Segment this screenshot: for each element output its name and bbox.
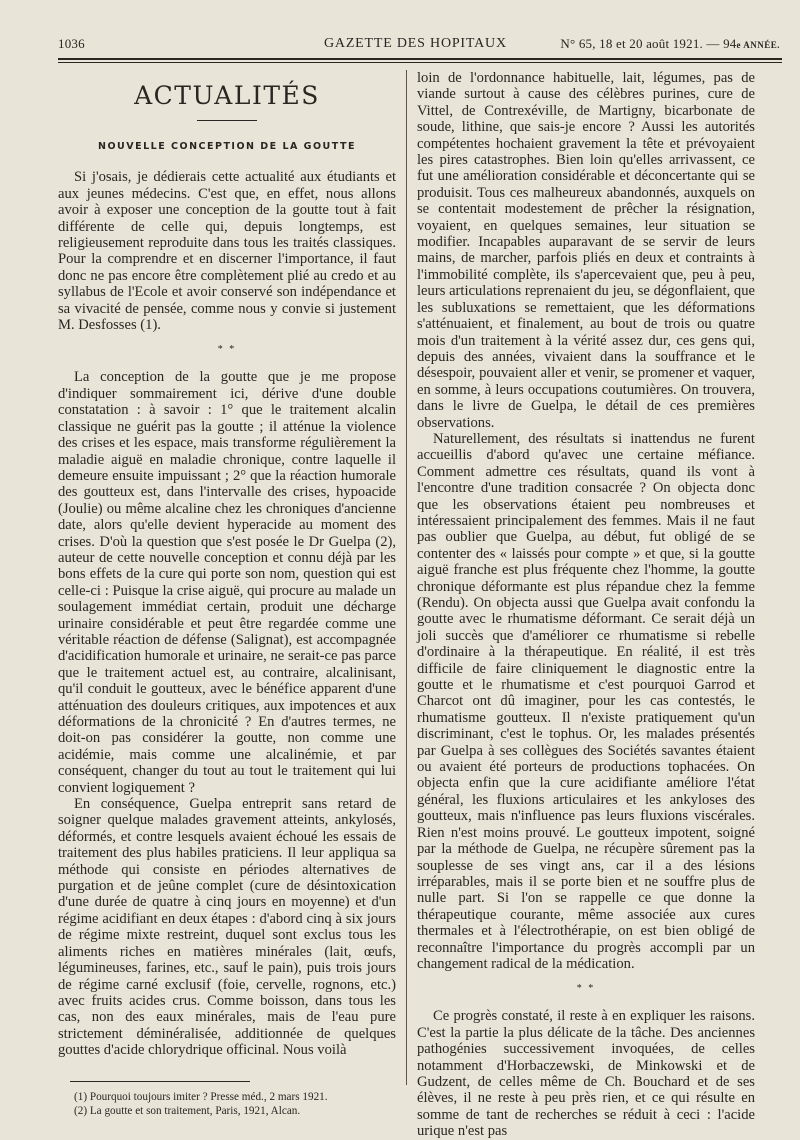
header-rule <box>58 58 782 60</box>
left-column <box>58 70 396 1118</box>
right-column <box>417 70 755 1140</box>
annee-text: e ANNÉE. <box>736 40 780 50</box>
footnote-rule <box>70 1081 250 1082</box>
title-rule <box>197 120 257 121</box>
column-divider <box>406 70 407 1085</box>
footnote: (2) La goutte et son traitement, Paris, 1921, Alcan. <box>74 1104 301 1117</box>
section-asterism: * * <box>217 344 237 356</box>
paragraph: Naturellement, des résultats si inattendus ne furent accueillis d'abord qu'avec une certaine méfiance. Comment admettre ces résultats, quand ils vont à l'encontre d'une tradition consacrée ? On objecta donc que les observations étaient peu nombreuses et intéressaient principalement des femmes. Mais il ne faut pas oublier que Guelpa, au début, fut obligé de se contenter des « laissés pour compte » et que, si la goutte aiguë franche est plus fréquente chez l'homme, la goutte chronique déformante est plus répandue chez la femme (Rendu). On objecta aussi que Guelpa avait confondu la goutte avec le rhumatisme déformant. Ce serait déjà un joli succès que d'améliorer ce rhumatisme si rebelle d'ordinaire à la thérapeutique. En réalité, il est très difficile de faire cliniquement le diagnostic entre la goutte et le rhumatisme et c'est pourquoi Garrod et Charcot ont dû imaginer, pour les cas contestés, le rhumatisme goutteux. Il n'existe pratiquement qu'un discriminant, c'est le tophus. Or, les malades présentés par Guelpa à ses collègues des Sociétés savantes étaient ou avaient été porteurs de productions tophacées. On objecta enfin que la cure acidifiante améliore l'état général, les fluxions articulaires et les ankyloses des goutteux, mais n'influence pas leurs fluxions viscérales. Rien n'est moins prouvé. Le goutteux impotent, soigné par la méthode de Guelpa, ne récupère sûrement pas la souplesse de ses vingt ans, car il a des lésions irréparables, mais il se porte bien et ne souffre plus de nulle part. Si l'on se rappelle ce que donne la thérapeutique courante, même associée aux cures thermales et à l'électrothérapie, on est bien obligé de reconnaître l'importance du progrès accompli par un changement radical de la médication. <box>417 430 755 972</box>
paragraph: En conséquence, Guelpa entreprit sans retard de soigner quelque malades gravement atteints, ankylosés, déformés, et contre lesquels avaient échoué les essais de traitement des plus habiles praticiens. Il leur appliqua sa méthode qui consiste en périodes alternatives de purgation et de jeûne complet (cure de désintoxication d'une durée de quatre à cinq jours en moyenne) et d'un régime acidifiant en deux étapes : d'abord cinq à six jours de régime mixte restreint, duquel sont exclus tous les aliments riches en matières minérales (lait, œufs, légumineuses, farines, etc., sauf le pain), puis trois jours de régime carné exclusif (foie, cervelle, rognons, etc.) avec fruits acides crus. Comme boisson, dans tous les cas, non des eaux minérales, mais de l'eau pure strictement déminéralisée, additionnée de quelques gouttes d'acide chlorydrique officinal. Nous voilà <box>58 796 396 1059</box>
article-title: ACTUALITÉS <box>134 81 320 110</box>
paragraph: Ce progrès constaté, il reste à en expliquer les raisons. C'est la partie la plus délicate de la tâche. Des anciennes pathogénies successivement invoquées, de celles notamment d'Horbaczewski, de Minkowski et de Gudzent, de celles même de Ch. Bouchard et de ses élèves, il ne reste à peu près rien, et ce qui résulte en somme de tant de recherches se réduit à ceci : l'acide urique n'est pas <box>417 1008 755 1140</box>
page-number: 1036 <box>58 36 85 51</box>
section-asterism: * * <box>576 983 596 995</box>
article-subtitle: NOUVELLE CONCEPTION DE LA GOUTTE <box>98 141 356 152</box>
journal-name: GAZETTE DES HOPITAUX <box>324 36 507 51</box>
issue-line <box>560 36 780 52</box>
running-header <box>58 34 780 56</box>
issue-text: N° 65, 18 et 20 août 1921. — 94 <box>560 36 737 51</box>
footnote: (1) Pourquoi toujours imiter ? Presse méd., 2 mars 1921. <box>74 1090 328 1103</box>
paragraph: loin de l'ordonnance habituelle, lait, légumes, pas de viande surtout à cause des célèbres purines, cure de Vittel, de Contrexéville, de Martigny, bicarbonate de soude, lithine, que sais-je encore ? Aussi les autorités compétentes hochaient gravement la tête et prévoyaient les pires catastrophes. Bien loin qu'elles arrivassent, ce fut une amélioration considérable et déconcertante qui se produisit. Tous ces malheureux abandonnés, auxquels on se contentait modestement de prêcher la résignation, voyaient, en quelques semaines, leur situation se modifier. Incapables auparavant de se servir de leurs mains, de marcher, parfois pliés en deux et contraints à l'immobilité complète, ils s'apercevaient que, peu à peu, leurs articulations reprenaient du jeu, se dégonflaient, que les subluxations se remettaient, que les déformations s'atténuaient, et finalement, au bout de trois ou quatre mois d'un traitement à la vérité assez dur, ces gens qui, depuis des années, vivaient dans la souffrance et le désespoir, pouvaient aller et venir, se promener et vaquer, en somme, à leurs occupations coutumières. On trouvera, dans le livre de Guelpa, le détail de ces premières observations. <box>417 70 755 431</box>
header-rule-thin <box>58 62 782 63</box>
paragraph: Si j'osais, je dédierais cette actualité aux étudiants et aux jeunes médecins. C'est que, en effet, nous allons avoir à exposer une conception de la goutte tout à fait différente de celle qui, depuis longtemps, est religieusement reproduite dans tous les traités classiques. Pour la comprendre et en discerner l'importance, il faut donc ne pas encore être complètement plié au credo et au syllabus de l'Ecole et avoir conservé son indépendance et sa vivacité de pensée, comme nous y convie si justement M. Desfosses (1). <box>58 169 396 334</box>
paragraph: La conception de la goutte que je me propose d'indiquer sommairement ici, dérive d'une double constatation : à savoir : 1° que le traitement alcalin classique ne guérit pas la goutte ; il atténue la violence des crises et les espace, mais transforme régulièrement la maladie aiguë en maladie chronique, contre laquelle il demeure ensuite impuissant ; 2° que la réaction humorale des goutteux est, dans l'intervalle des crises, hypoacide (Joulie) ou même alcaline chez les chroniques d'ancienne date, alors qu'elle devient hyperacide au moment des crises. D'où la question que s'est posée le Dr Guelpa (2), auteur de cette nouvelle conception et connu déjà par les bons effets de la cure qui porte son nom, question qui est celle-ci : Puisque la crise aiguë, qui procure au malade un soulagement immédiat certain, produit une décharge urinaire considérable et peut être regardée comme une véritable réaction de défense (Salignat), est accompagnée d'acidification humorale et urinaire, ne serait-ce pas parce que le traitement actuel est, au contraire, alcalinisant, qu'il conduit le goutteux, avec le bénéfice apparent d'une atténuation des douleurs critiques, aux impotences et aux déformations de la chronicité ? En d'autres termes, ne doit-on pas considérer la goutte, non comme une acidémie, mais comme une alcalinémie, et par conséquent, changer du tout au tout le traitement qui lui convient logiquement ? <box>58 369 396 796</box>
